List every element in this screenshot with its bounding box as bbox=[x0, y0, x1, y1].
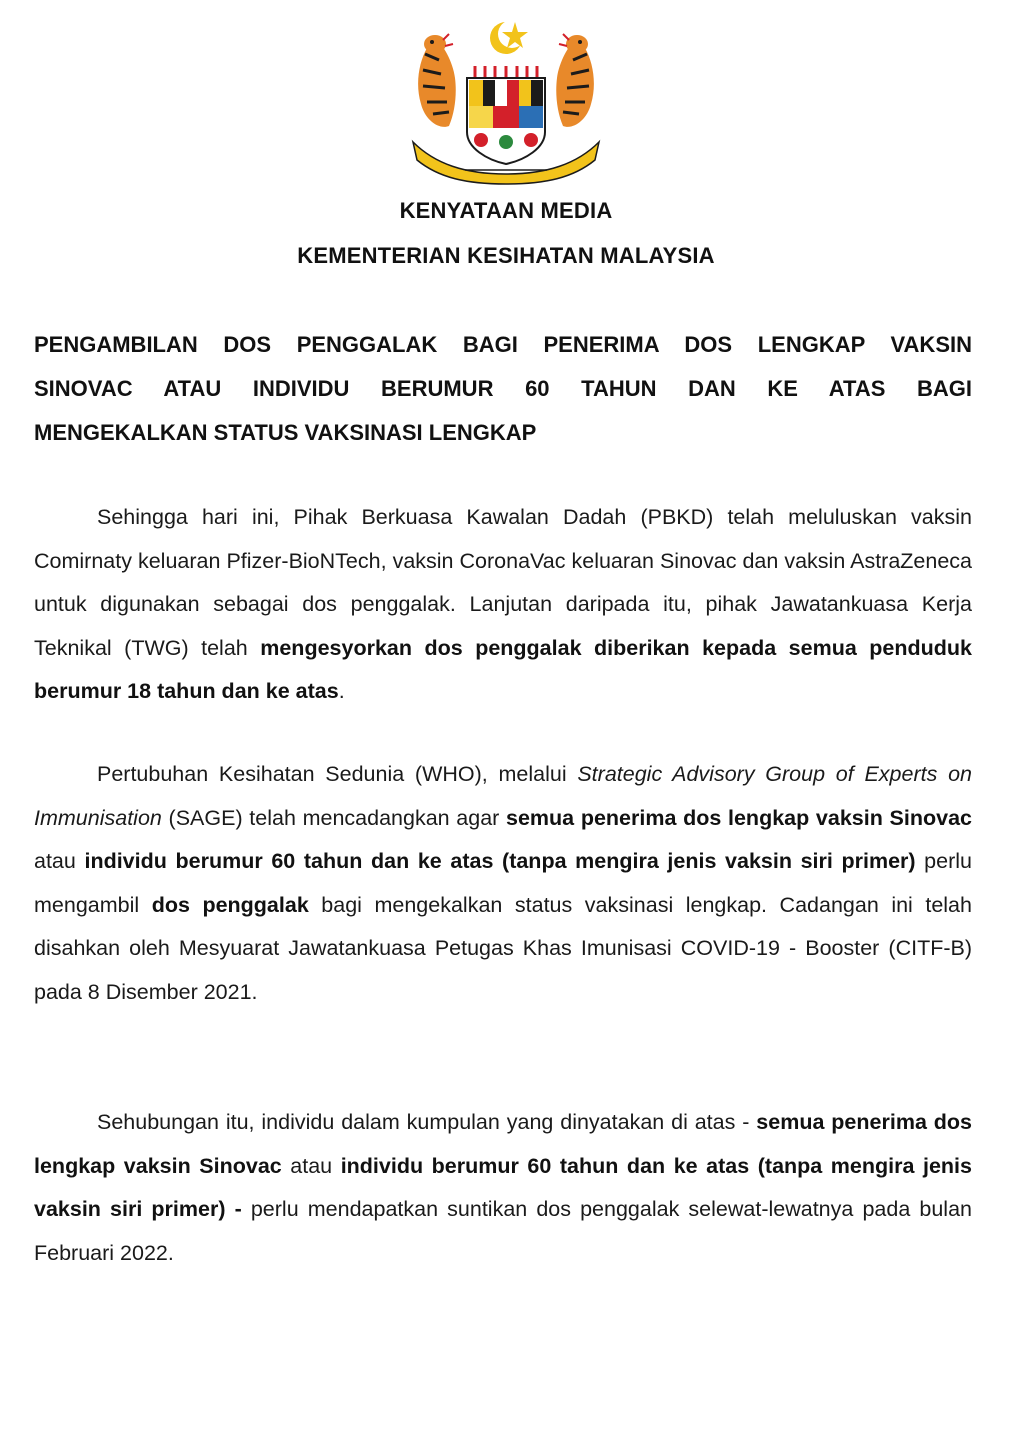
paragraph-2-italic: Strategic Advisory Group of Experts on Immunisation bbox=[34, 762, 972, 830]
left-tiger-icon bbox=[418, 34, 456, 127]
right-tiger-icon bbox=[556, 34, 594, 127]
paragraph-3-text-c: perlu mendapatkan suntikan dos penggalak selewat-lewatnya pada bulan Februari 2022. bbox=[34, 1197, 972, 1265]
paragraph-2-bold-a: semua penerima dos lengkap vaksin Sinovac bbox=[506, 805, 972, 830]
paragraph-3-text-a: Sehubungan itu, individu dalam kumpulan yang dinyatakan di atas - bbox=[97, 1110, 757, 1134]
paragraph-2 bbox=[34, 753, 972, 1014]
paragraph-2-bold-c: dos penggalak bbox=[151, 892, 309, 917]
paragraph-3-text-b: atau bbox=[281, 1153, 341, 1178]
title-line-1: PENGAMBILAN DOS PENGGALAK BAGI PENERIMA DOS LENGKAP VAKSIN bbox=[34, 332, 972, 357]
coat-of-arms-logo bbox=[405, 14, 607, 186]
paragraph-2-text-c: atau bbox=[34, 849, 85, 873]
paragraph-2-text-e: bagi mengekalkan status vaksinasi lengkap. Cadangan ini telah disahkan oleh Mesyuarat Jawatankuasa Petugas Khas Imunisasi COVID-19 - Booster (CITF-B) pada 8 Disember 2021. bbox=[34, 892, 972, 1004]
paragraph-2-text-b: (SAGE) telah mencadangkan agar bbox=[161, 805, 507, 830]
ministry-heading: KEMENTERIAN KESIHATAN MALAYSIA bbox=[297, 243, 715, 268]
keris-row-icon bbox=[475, 66, 537, 78]
paragraph-2-bold-b: individu berumur 60 tahun dan ke atas (tanpa mengira jenis vaksin siri primer) bbox=[84, 849, 916, 873]
paragraph-1-end: . bbox=[338, 679, 345, 703]
paragraph-3-bold-b: individu berumur 60 tahun dan ke atas (tanpa mengira jenis vaksin siri primer) - bbox=[34, 1153, 972, 1221]
paragraph-1-text: Sehingga hari ini, Pihak Berkuasa Kawalan Dadah (PBKD) telah meluluskan vaksin Comirnaty keluaran Pfizer-BioNTech, vaksin CoronaVac keluaran Sinovac dan vaksin AstraZeneca untuk digunakan sebagai dos penggalak. Lanjutan daripada itu, pihak Jawatankuasa Kerja Teknikal (TWG) telah bbox=[34, 505, 972, 660]
paragraph-1 bbox=[34, 496, 972, 714]
title-line-2: SINOVAC ATAU INDIVIDU BERUMUR 60 TAHUN DAN KE ATAS BAGI bbox=[34, 376, 972, 401]
paragraph-2-text-a: Pertubuhan Kesihatan Sedunia (WHO), melalui bbox=[97, 762, 578, 786]
paragraph-3-bold-a: semua penerima dos lengkap vaksin Sinovac bbox=[34, 1110, 972, 1178]
statement-type-heading: KENYATAAN MEDIA bbox=[399, 198, 613, 223]
paragraph-3 bbox=[34, 1101, 972, 1275]
paragraph-2-text-d: perlu mengambil bbox=[34, 849, 972, 917]
paragraph-1-bold: mengesyorkan dos penggalak diberikan kepada semua penduduk berumur 18 tahun dan ke atas bbox=[34, 635, 972, 703]
shield-icon bbox=[467, 78, 545, 164]
title-line-3: MENGEKALKAN STATUS VAKSINASI LENGKAP bbox=[34, 420, 537, 445]
